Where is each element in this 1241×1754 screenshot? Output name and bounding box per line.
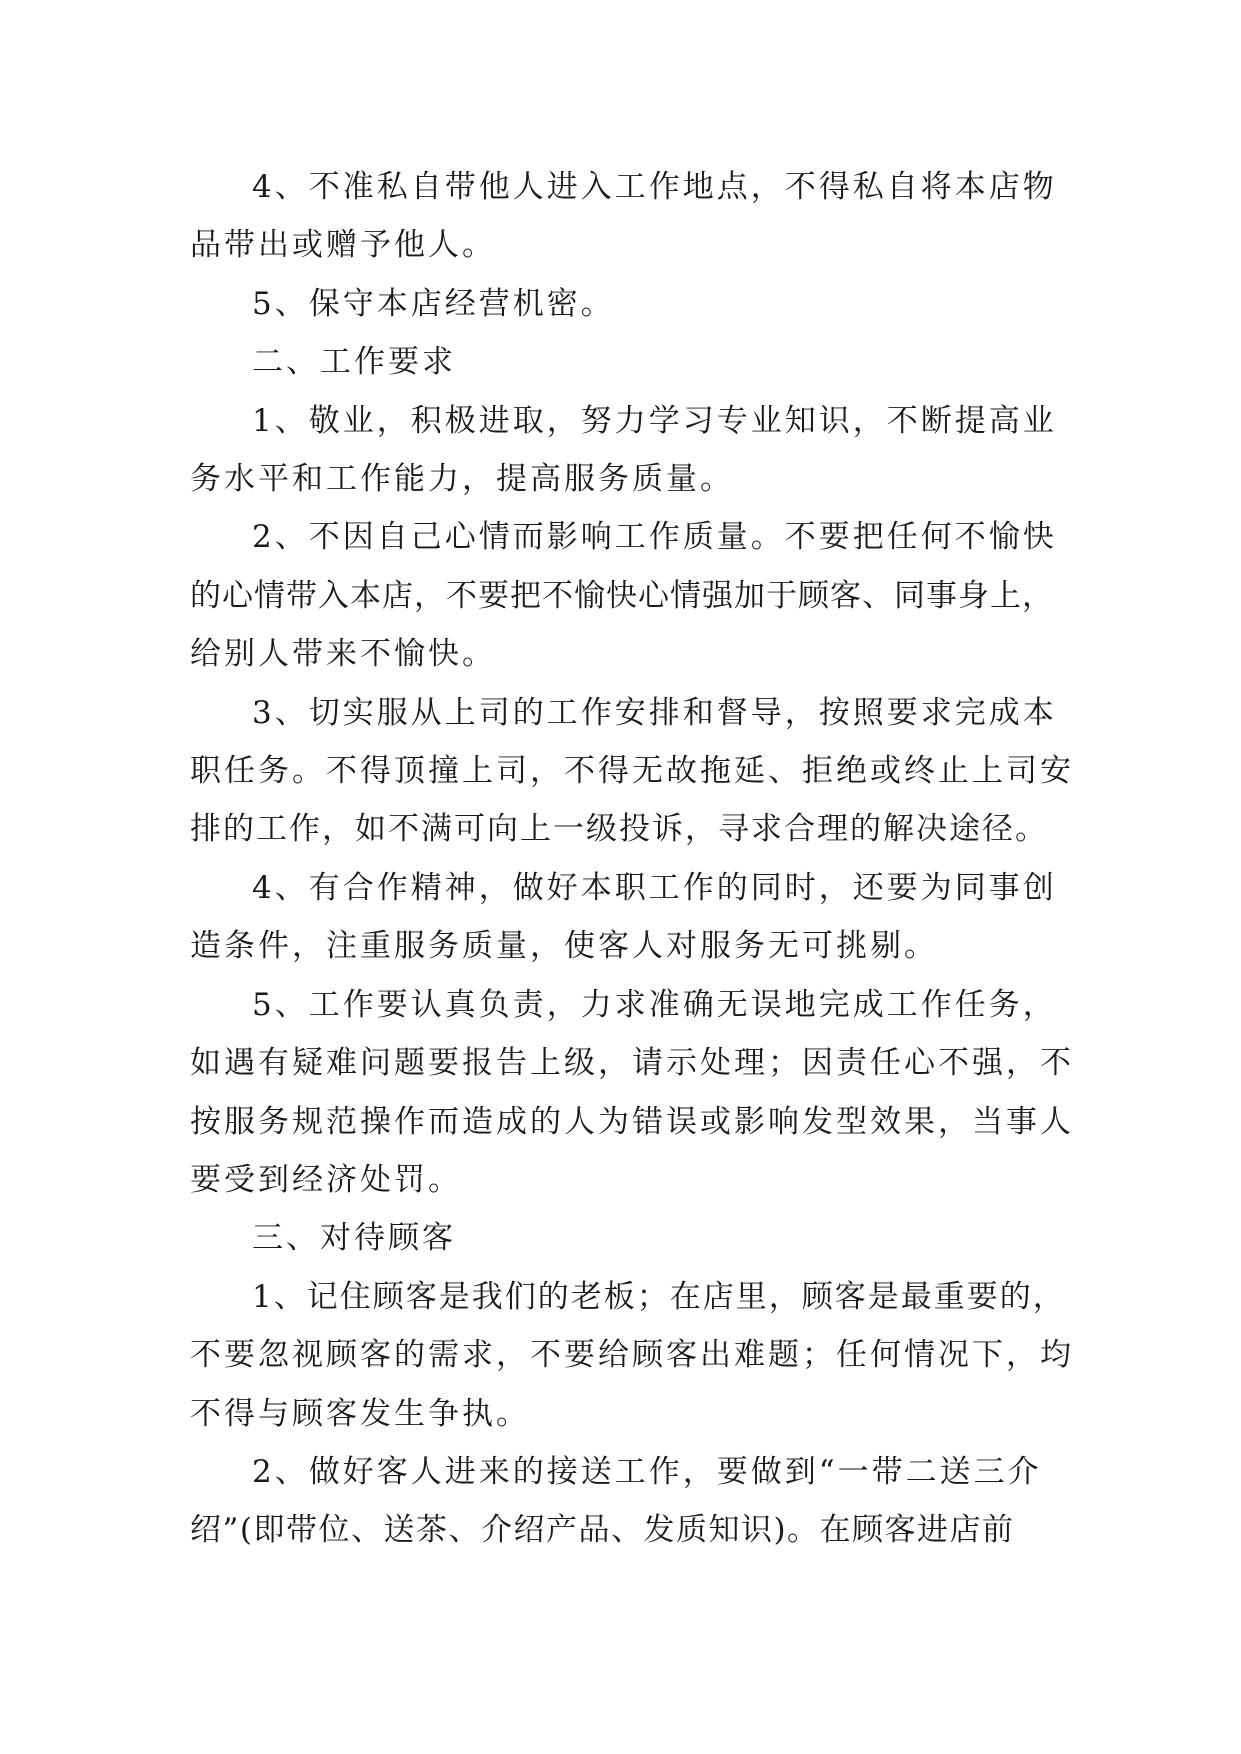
document-body bbox=[190, 158, 1074, 1560]
paragraph-work-req-5 bbox=[190, 976, 1074, 1210]
text-line: 4、不准私自带他人进入工作地点，不得私自将本店物 bbox=[252, 169, 1057, 205]
text-line: 如遇有疑难问题要报告上级，请示处理；因责任心不强，不 bbox=[190, 1045, 1074, 1082]
text-line: 4、有合作精神，做好本职工作的同时，还要为同事创 bbox=[252, 869, 1057, 906]
text-line: 三、对待顾客 bbox=[252, 1220, 456, 1257]
text-line: 2、做好客人进来的接送工作，要做到“一带二送三介 bbox=[252, 1453, 1042, 1490]
text-line: 职任务。不得顶撞上司，不得无故拖延、拒绝或终止上司安 bbox=[190, 753, 1074, 790]
text-line: 排的工作，如不满可向上一级投诉，寻求合理的解决途径。 bbox=[190, 811, 1048, 848]
text-line: 不得与顾客发生争执。 bbox=[190, 1395, 530, 1432]
text-line: 不要忽视顾客的需求，不要给顾客出难题；任何情况下，均 bbox=[190, 1337, 1074, 1374]
paragraph-work-req-4 bbox=[190, 859, 1070, 976]
text-line: 5、工作要认真负责，力求准确无误地完成工作任务， bbox=[252, 986, 1057, 1023]
text-line: 造条件，注重服务质量，使客人对服务无可挑剔。 bbox=[190, 928, 938, 965]
text-line: 1、记住顾客是我们的老板；在店里，顾客是最重要的， bbox=[252, 1278, 1066, 1315]
text-line: 2、不因自己心情而影响工作质量。不要把任何不愉快 bbox=[252, 519, 1057, 556]
text-line: 要受到经济处罚。 bbox=[190, 1161, 462, 1198]
text-line: 二、工作要求 bbox=[252, 344, 456, 381]
paragraph-customer-2 bbox=[190, 1443, 1070, 1560]
text-line: 给别人带来不愉快。 bbox=[190, 636, 496, 673]
paragraph-rule-4-no-outsiders bbox=[190, 158, 1070, 275]
text-line: 按服务规范操作而造成的人为错误或影响发型效果，当事人 bbox=[190, 1103, 1074, 1140]
text-line: 5、保守本店经营机密。 bbox=[252, 285, 615, 322]
section-heading-work-requirements bbox=[190, 333, 1070, 391]
section-heading-treating-customers bbox=[190, 1209, 1070, 1267]
text-line: 1、敬业，积极进取，努力学习专业知识，不断提高业 bbox=[252, 402, 1057, 439]
text-line: 3、切实服从上司的工作安排和督导，按照要求完成本 bbox=[252, 694, 1057, 731]
text-line: 品带出或赠予他人。 bbox=[190, 227, 496, 264]
text-line: 务水平和工作能力，提高服务质量。 bbox=[190, 461, 734, 498]
paragraph-customer-1 bbox=[190, 1268, 1074, 1443]
paragraph-work-req-1 bbox=[190, 392, 1070, 509]
paragraph-work-req-3 bbox=[190, 684, 1074, 859]
paragraph-work-req-2 bbox=[190, 508, 1070, 683]
paragraph-rule-5-confidentiality bbox=[190, 275, 1070, 333]
text-line: 绍”(即带位、送茶、介绍产品、发质知识)。在顾客进店前 bbox=[190, 1512, 1015, 1549]
text-line: 的心情带入本店，不要把不愉快心情强加于顾客、同事身上， bbox=[190, 577, 1054, 614]
